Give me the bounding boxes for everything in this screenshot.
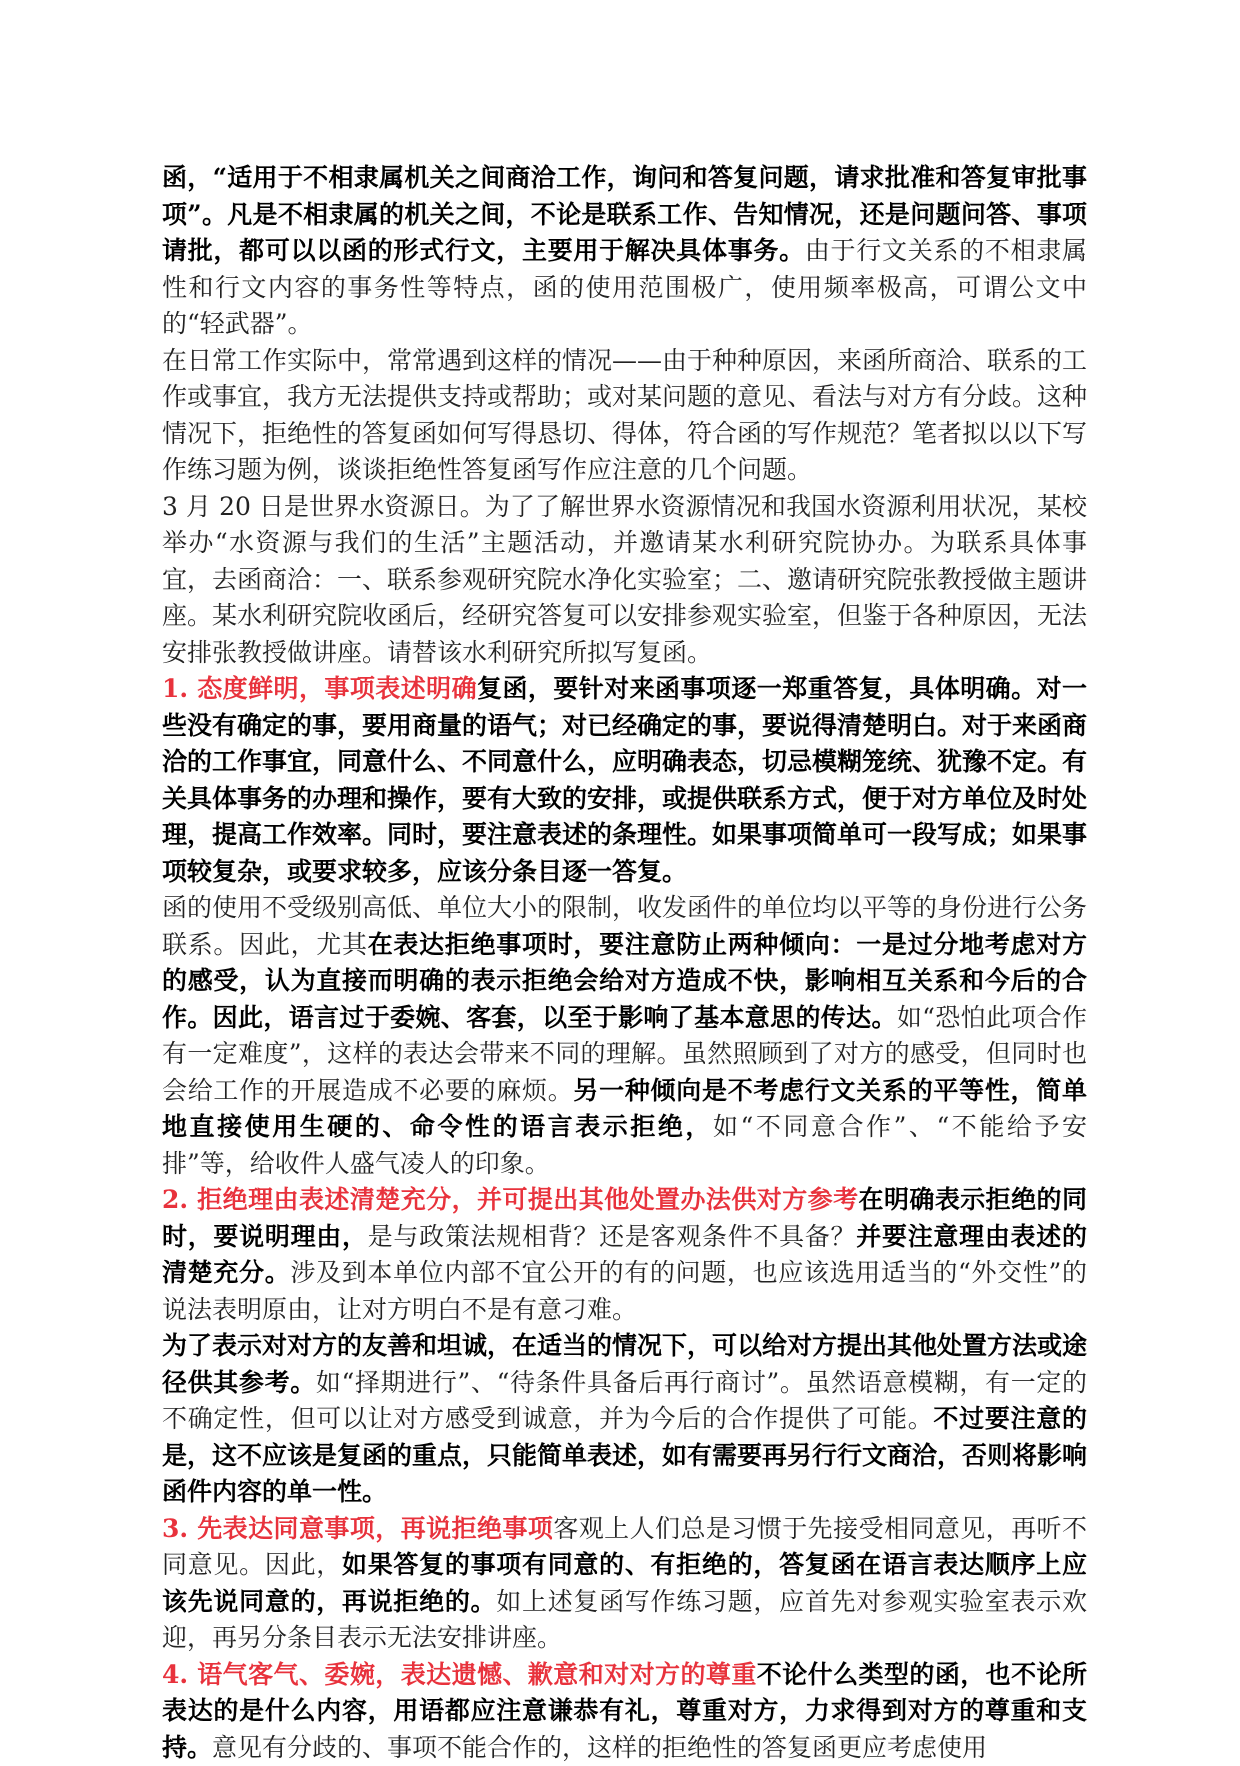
section-heading: 2. 拒绝理由表述清楚充分，并可提出其他处置办法供对方参考 <box>162 1185 859 1214</box>
body-text: 3 月 20 日是世界水资源日。为了了解世界水资源情况和我国水资源利用状况，某校举办“水资源与我们的生活”主题活动，并邀请某水利研究院协办。为联系具体事宜，去函商洽：一、联系参观研究院水净化实验室；二、邀请研究院张教授做主题讲座。某水利研究院收函后，经研究答复可以安排参观实验室，但鉴于各种原因，无法安排张教授做讲座。请替该水利研究所拟写复函。 <box>162 492 1087 667</box>
paragraph <box>162 343 1087 489</box>
paragraph <box>162 1182 1087 1328</box>
paragraph <box>162 489 1087 672</box>
body-text: 由于行文关系的不相隶属性和行文内容的事务性等特点，函的使用范围极广，使用频率极高，可谓公文中的“轻武器”。 <box>162 236 1087 338</box>
document-body <box>162 160 1087 1766</box>
bold-text: 不论什么类型的函，也不论所表达的是什么内容，用语都应注意谦恭有礼，尊重对方，力求得到对方的尊重和支持。 <box>162 1660 1087 1762</box>
bold-text: 并要注意理由表述的清楚充分。 <box>162 1222 1087 1288</box>
paragraph <box>162 671 1087 890</box>
paragraph <box>162 890 1087 1182</box>
bold-text: 函，“适用于不相隶属机关之间商洽工作，询问和答复问题，请求批准和答复审批事项”。凡是不相隶属的机关之间，不论是联系工作、告知情况，还是问题问答、事项请批，都可以以函的形式行文，主要用于解决具体事务。 <box>162 163 1087 265</box>
body-text: 如“择期进行”、“待条件具备后再行商讨”。虽然语意模糊，有一定的不确定性，但可以让对方感受到诚意，并为今后的合作提供了可能。 <box>162 1368 1087 1434</box>
body-text: 是与政策法规相背？还是客观条件不具备？ <box>368 1222 857 1251</box>
bold-text: 不过要注意的是，这不应该是复函的重点，只能简单表述，如有需要再另行行文商洽，否则将影响函件内容的单一性。 <box>162 1404 1087 1506</box>
paragraph <box>162 1511 1087 1657</box>
paragraph <box>162 1657 1087 1766</box>
section-heading: 4. 语气客气、委婉，表达遗憾、歉意和对对方的尊重 <box>162 1660 757 1689</box>
section-heading: 1. 态度鲜明，事项表述明确 <box>162 674 477 703</box>
bold-text: 另一种倾向是不考虑行文关系的平等性，简单地直接使用生硬的、命令性的语言表示拒绝， <box>162 1076 1087 1142</box>
body-text: 如“不同意合作”、“不能给予安排”等，给收件人盛气凌人的印象。 <box>162 1112 1087 1178</box>
body-text: 在日常工作实际中，常常遇到这样的情况——由于种种原因，来函所商洽、联系的工作或事宜，我方无法提供支持或帮助；或对某问题的意见、看法与对方有分歧。这种情况下，拒绝性的答复函如何写得恳切、得体，符合函的写作规范？笔者拟以以下写作练习题为例，谈谈拒绝性答复函写作应注意的几个问题。 <box>162 346 1087 485</box>
body-text: 如上述复函写作练习题，应首先对参观实验室表示欢迎，再另分条目表示无法安排讲座。 <box>162 1587 1087 1653</box>
body-text: 涉及到本单位内部不宜公开的有的问题，也应该选用适当的“外交性”的说法表明原由，让对方明白不是有意刁难。 <box>162 1258 1087 1324</box>
paragraph <box>162 1328 1087 1511</box>
bold-text: 在明确表示拒绝的同时，要说明理由， <box>162 1185 1087 1251</box>
section-heading: 3. 先表达同意事项，再说拒绝事项 <box>162 1514 553 1543</box>
bold-text: 为了表示对对方的友善和坦诚，在适当的情况下，可以给对方提出其他处置方法或途径供其参考。 <box>162 1331 1087 1397</box>
body-text: 如“恐怕此项合作有一定难度”，这样的表达会带来不同的理解。虽然照顾到了对方的感受，但同时也会给工作的开展造成不必要的麻烦。 <box>162 1003 1087 1105</box>
bold-text: 如果答复的事项有同意的、有拒绝的，答复函在语言表达顺序上应该先说同意的，再说拒绝的。 <box>162 1550 1087 1616</box>
body-text: 客观上人们总是习惯于先接受相同意见，再听不同意见。因此， <box>162 1514 1087 1580</box>
body-text: 函的使用不受级别高低、单位大小的限制，收发函件的单位均以平等的身份进行公务联系。因此，尤其 <box>162 893 1087 959</box>
paragraph <box>162 160 1087 343</box>
bold-text: 复函，要针对来函事项逐一郑重答复，具体明确。对一些没有确定的事，要用商量的语气；对已经确定的事，要说得清楚明白。对于来函商洽的工作事宜，同意什么、不同意什么，应明确表态，切忌模糊笼统、犹豫不定。有关具体事务的办理和操作，要有大致的安排，或提供联系方式，便于对方单位及时处理，提高工作效率。同时，要注意表述的条理性。如果事项简单可一段写成；如果事项较复杂，或要求较多，应该分条目逐一答复。 <box>162 674 1087 886</box>
bold-text: 在表达拒绝事项时，要注意防止两种倾向：一是过分地考虑对方的感受，认为直接而明确的表示拒绝会给对方造成不快，影响相互关系和今后的合作。因此，语言过于委婉、客套，以至于影响了基本意思的传达。 <box>162 930 1087 1032</box>
body-text: 意见有分歧的、事项不能合作的，这样的拒绝性的答复函更应考虑使用 <box>212 1733 987 1762</box>
